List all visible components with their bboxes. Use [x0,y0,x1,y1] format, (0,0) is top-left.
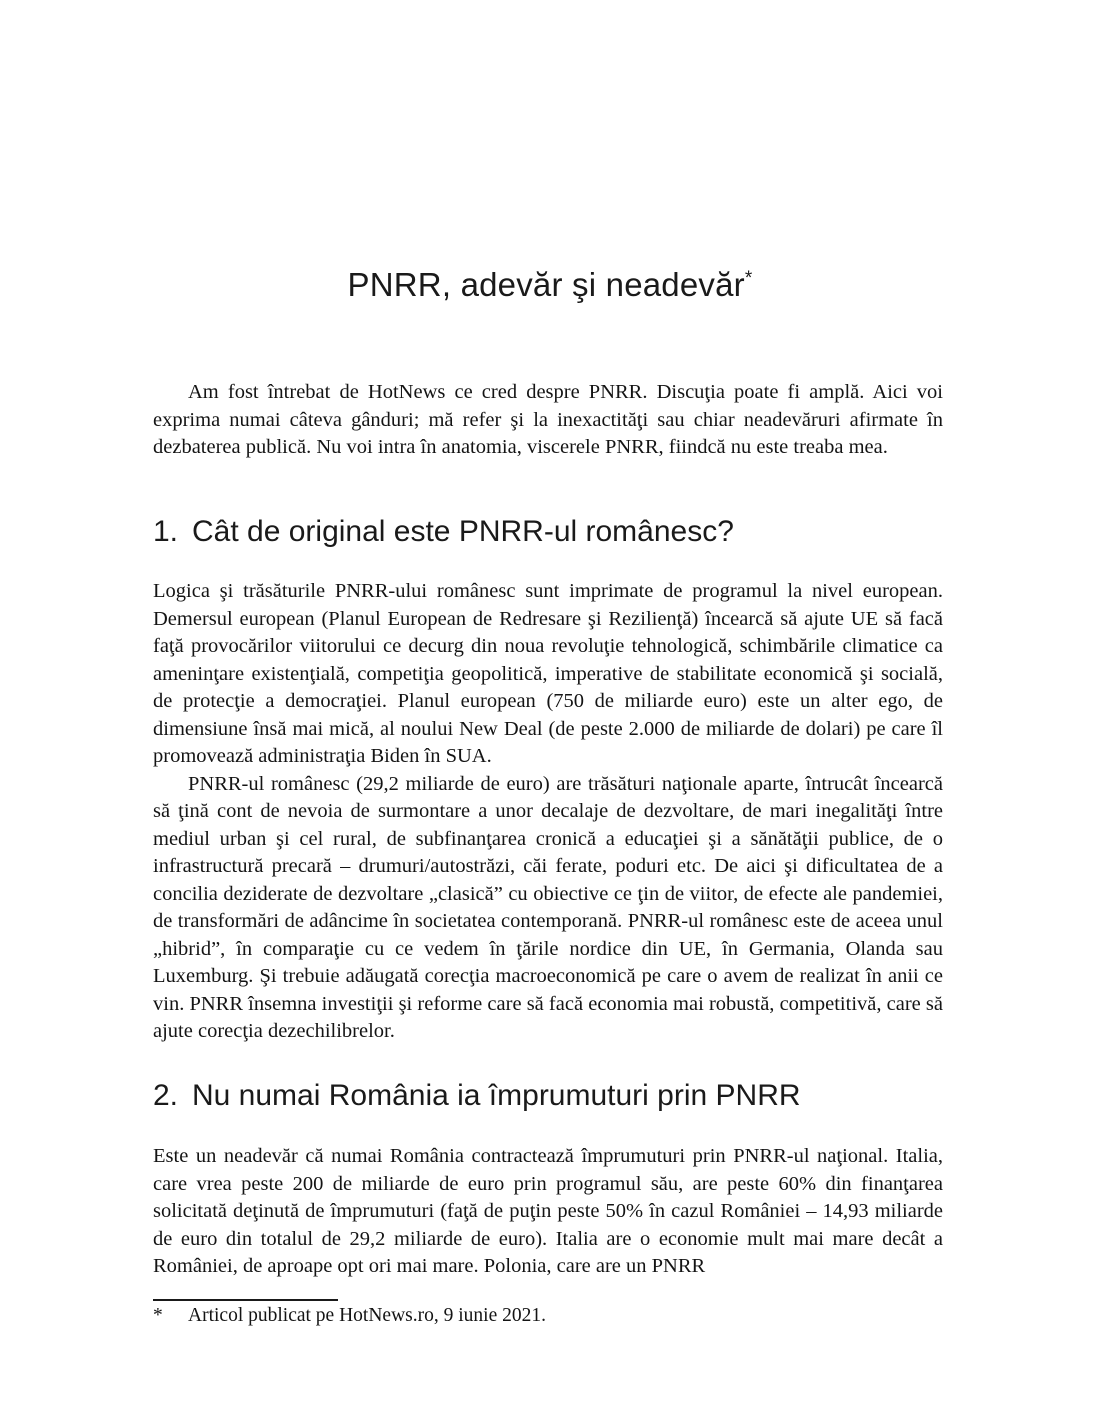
section-1-paragraph-2: PNRR-ul românesc (29,2 miliarde de euro) are trăsături naţionale aparte, întrucât încearcă să ţină cont de nevoia de surmontare a unor decalaje de dezvoltare, de mari inegalităţi între mediul urban şi cel rural, de subfinanţarea cronică a educaţiei şi a sănătăţii publice, de o infrastructură precară – drumuri/autostrăzi, căi ferate, poduri etc. De aici şi dificultatea de a concilia deziderate de dezvoltare „clasică” cu obiective ce ţin de viitor, de efecte ale pandemiei, de transformări de adâncime în societatea contemporană. PNRR-ul românesc este de aceea unul „hibrid”, în comparaţie cu ce vedem în ţările nordice din UE, în Germania, Olanda sau Luxemburg. Şi trebuie adăugată corecţia macroeconomică pe care o avem de realizat în anii ce vin. PNRR însemna investiţii şi reforme care să facă economia mai robustă, competitivă, care să ajute corecţia dezechilibrelor. [153,772,943,1042]
article-title [0,265,1100,305]
section-2-body [153,1143,943,1281]
section-2-number: 2. [153,1079,179,1112]
footnote-text: Articol publicat pe HotNews.ro, 9 iunie 2021. [188,1305,546,1326]
section-1-body [153,578,943,1046]
section-1-title: Cât de original este PNRR-ul românesc? [192,515,734,548]
footnote-divider [153,1299,338,1301]
article-title-text: PNRR, adevăr şi neadevăr [347,266,745,303]
intro-block [153,379,943,462]
section-2-title: Nu numai România ia împrumuturi prin PNRR [192,1079,801,1112]
footnote [153,1303,943,1329]
section-1-heading [153,514,943,550]
intro-paragraph: Am fost întrebat de HotNews ce cred despre PNRR. Discuţia poate fi amplă. Aici voi exprima numai câteva gânduri; mă refer şi la inexactităţi sau chiar neadevăruri afirmate în dezbaterea publică. Nu voi intra în anatomia, viscerele PNRR, fiindcă nu este treaba mea. [153,381,943,458]
title-footnote-marker: * [744,268,753,289]
section-1-number: 1. [153,515,179,548]
section-2-heading [153,1078,943,1114]
section-2-paragraph-1: Este un neadevăr că numai România contractează împrumuturi prin PNRR-ul naţional. Italia, care vrea peste 200 de miliarde de euro prin programul său, are peste 60% din finanţarea solicitată deţinută de împrumuturi (faţă de puţin peste 50% în cazul României – 14,93 miliarde de euro din totalul de 29,2 miliarde de euro). Italia are o economie mult mai mare decât a României, de aproape opt ori mai mare. Polonia, care are un PNRR [153,1145,943,1277]
footnote-marker: * [153,1305,163,1326]
section-1-paragraph-1: Logica şi trăsăturile PNRR-ului românesc sunt imprimate de programul la nivel european. Demersul european (Planul European de Redresare şi Rezilienţă) încearcă să ajute UE să facă faţă provocărilor viitorului ce decurg din noua revoluţie tehnologică, schimbările climatice ca ameninţare existenţială, competiţia geopolitică, imperative de stabilitate economică şi socială, de protecţie a democraţiei. Planul european (750 de miliarde euro) este un alter ego, de dimensiune însă mai mică, al noului New Deal (de peste 2.000 de miliarde de dolari) pe care îl promovează administraţia Biden în SUA. [153,580,943,767]
